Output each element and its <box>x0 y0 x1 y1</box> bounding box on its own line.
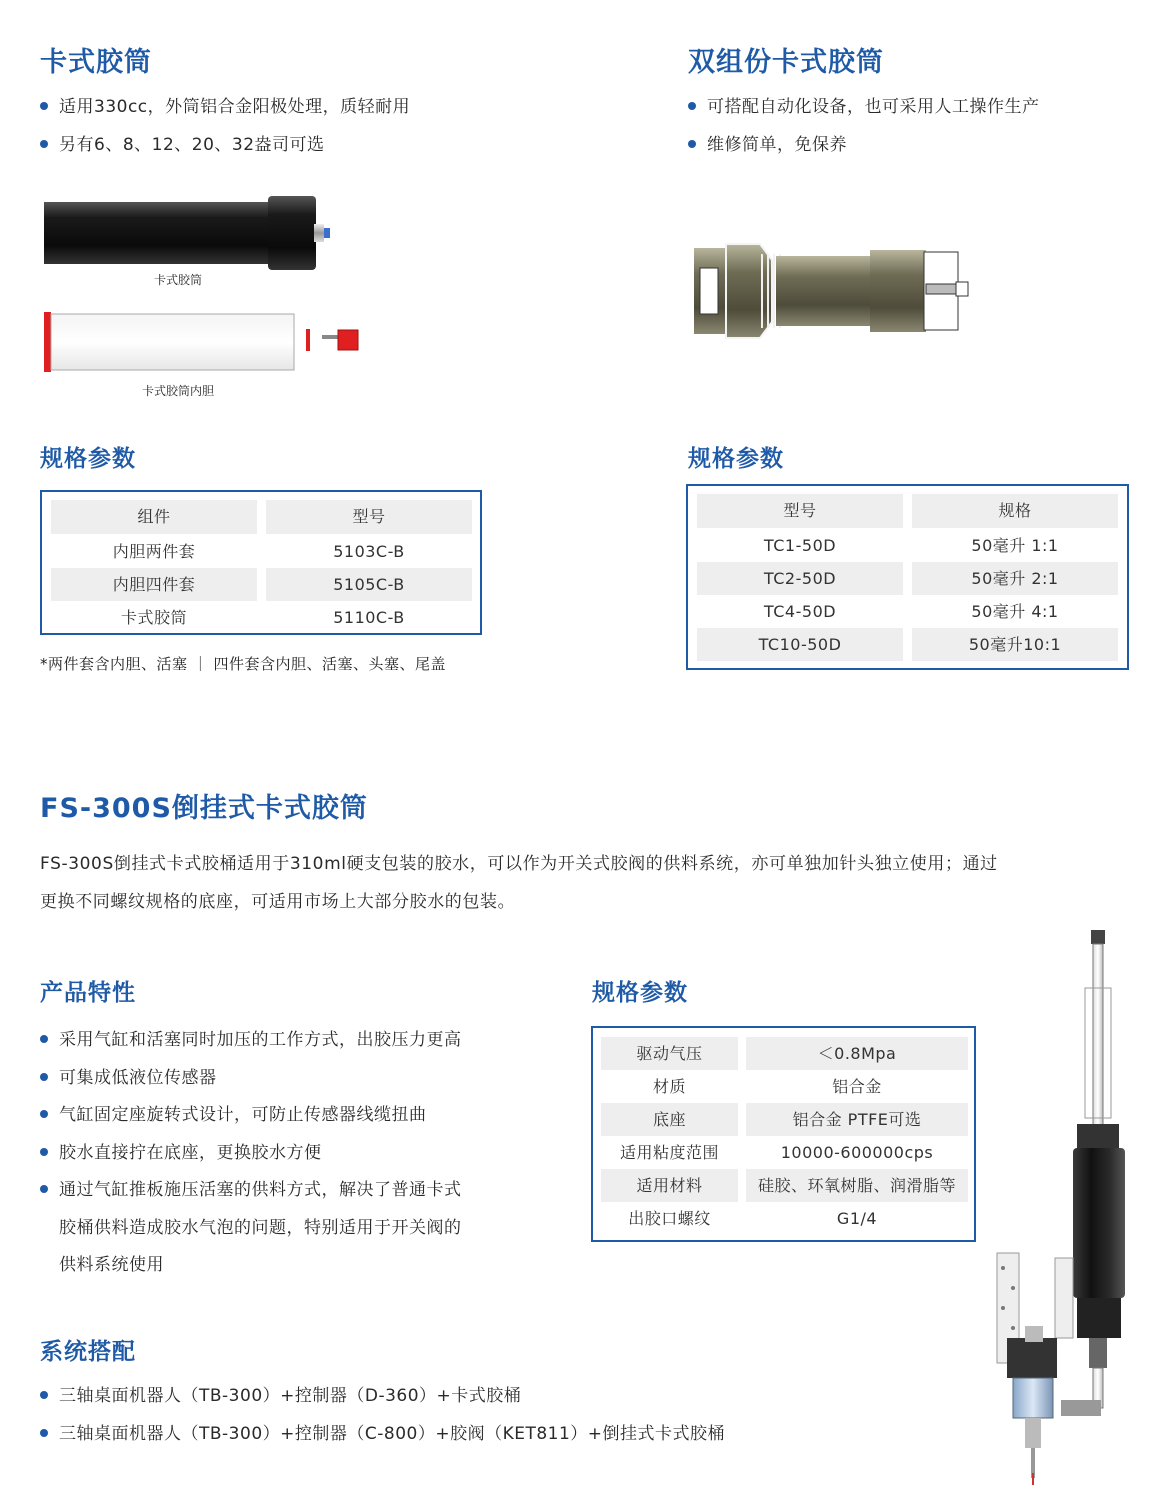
fs-spec-table <box>591 1026 976 1242</box>
table-cell: 内胆四件套 <box>51 568 257 601</box>
table-row <box>593 1202 974 1235</box>
liner-caption: 卡式胶筒内胆 <box>141 384 214 398</box>
dual-cartridge-title: 双组份卡式胶筒 <box>688 47 884 78</box>
table-row <box>688 595 1127 628</box>
cartridge-title: 卡式胶筒 <box>40 47 152 78</box>
table-cell: TC10-50D <box>697 628 903 661</box>
fs300s-description-line2: 更换不同螺纹规格的底座，可适用市场上大部分胶水的包装。 <box>40 892 516 912</box>
list-item <box>40 1175 560 1288</box>
spec-label: 驱动气压 <box>601 1037 738 1070</box>
table-cell: TC2-50D <box>697 562 903 595</box>
list-item: 三轴桌面机器人（TB-300）+控制器（D-360）+卡式胶桶 <box>40 1381 725 1419</box>
system-title: 系统搭配 <box>40 1339 136 1365</box>
spec-label: 适用粘度范围 <box>619 1143 719 1162</box>
table-row <box>42 601 480 634</box>
features-list <box>40 1025 560 1288</box>
feature-line: 供料系统使用 <box>59 1255 164 1275</box>
dual-cartridge-bullets <box>688 92 1040 168</box>
table-cell: 卡式胶筒 <box>120 608 187 627</box>
cartridge-bullets <box>40 92 410 168</box>
list-item: 另有6、8、12、20、32盎司可选 <box>40 130 410 168</box>
spec-value: 铝合金 PTFE可选 <box>746 1103 968 1136</box>
list-item: 采用气缸和活塞同时加压的工作方式，出胶压力更高 <box>40 1025 560 1063</box>
spec-label: 出胶口螺纹 <box>628 1209 711 1228</box>
fs300s-description-line1: FS-300S倒挂式卡式胶桶适用于310ml硬支包装的胶水，可以作为开关式胶阀的供料系统，亦可单独加针头独立使用；通过 <box>40 854 998 874</box>
list-item: 可搭配自动化设备，也可采用人工操作生产 <box>688 92 1040 130</box>
table-header-cell: 组件 <box>51 500 257 534</box>
list-item: 可集成低液位传感器 <box>40 1063 560 1101</box>
right-spec-title: 规格参数 <box>688 446 784 472</box>
table-cell: 5110C-B <box>333 608 405 627</box>
table-row <box>593 1169 974 1202</box>
table-row <box>42 535 480 568</box>
table-cell: 5103C-B <box>333 542 405 561</box>
table-cell: 50毫升 4:1 <box>971 602 1059 621</box>
spec-label: 材质 <box>652 1077 686 1096</box>
list-item: 适用330cc，外筒铝合金阳极处理，质轻耐用 <box>40 92 410 130</box>
fs-spec-title: 规格参数 <box>592 980 688 1006</box>
spec-value: 硅胶、环氧树脂、润滑脂等 <box>746 1169 968 1202</box>
table-row <box>688 562 1127 595</box>
spec-value: ＜0.8Mpa <box>746 1037 968 1070</box>
cartridge-caption: 卡式胶筒 <box>153 273 202 287</box>
table-row <box>688 628 1127 661</box>
cartridge-image <box>40 190 340 280</box>
table-cell: 5105C-B <box>266 568 472 601</box>
table-row <box>593 1070 974 1103</box>
spec-label: 适用材料 <box>601 1169 738 1202</box>
table-cell: 50毫升 1:1 <box>971 536 1059 555</box>
spec-label: 底座 <box>601 1103 738 1136</box>
kit-note: *两件套含内胆、活塞 ｜ 四件套含内胆、活塞、头塞、尾盖 <box>40 655 447 673</box>
fs300s-device-image <box>985 928 1160 1488</box>
left-spec-table <box>40 490 482 635</box>
table-cell: 50毫升10:1 <box>912 628 1118 661</box>
table-row <box>42 568 480 601</box>
list-item: 气缸固定座旋转式设计，可防止传感器线缆扭曲 <box>40 1100 560 1138</box>
dual-cartridge-image <box>690 240 980 340</box>
spec-value: 10000-600000cps <box>780 1143 934 1162</box>
table-cell: 50毫升 2:1 <box>912 562 1118 595</box>
list-item: 维修简单，免保养 <box>688 130 1040 168</box>
table-row <box>593 1136 974 1169</box>
list-item: 三轴桌面机器人（TB-300）+控制器（C-800）+胶阀（KET811）+倒挂式卡式胶桶 <box>40 1419 725 1457</box>
table-header-cell: 型号 <box>697 494 903 528</box>
table-row <box>593 1037 974 1070</box>
feature-line: 胶桶供料造成胶水气泡的问题，特别适用于开关阀的 <box>59 1217 462 1238</box>
spec-value: G1/4 <box>836 1209 878 1228</box>
feature-line: 通过气缸推板施压活塞的供料方式，解决了普通卡式 <box>59 1180 462 1200</box>
fs300s-title: FS-300S倒挂式卡式胶筒 <box>40 793 368 824</box>
list-item: 胶水直接拧在底座，更换胶水方便 <box>40 1138 560 1176</box>
left-spec-title: 规格参数 <box>40 446 136 472</box>
table-header-cell: 型号 <box>266 500 472 534</box>
liner-image <box>40 308 370 378</box>
spec-value: 铝合金 <box>832 1077 882 1096</box>
table-cell: 内胆两件套 <box>112 542 196 561</box>
table-cell: TC1-50D <box>763 536 837 555</box>
right-spec-table <box>686 484 1129 670</box>
table-header <box>42 500 480 534</box>
table-cell: TC4-50D <box>763 602 837 621</box>
system-list <box>40 1381 725 1457</box>
table-header <box>688 494 1127 528</box>
table-row <box>688 529 1127 562</box>
table-header-cell: 规格 <box>912 494 1118 528</box>
table-row <box>593 1103 974 1136</box>
features-title: 产品特性 <box>40 980 136 1006</box>
